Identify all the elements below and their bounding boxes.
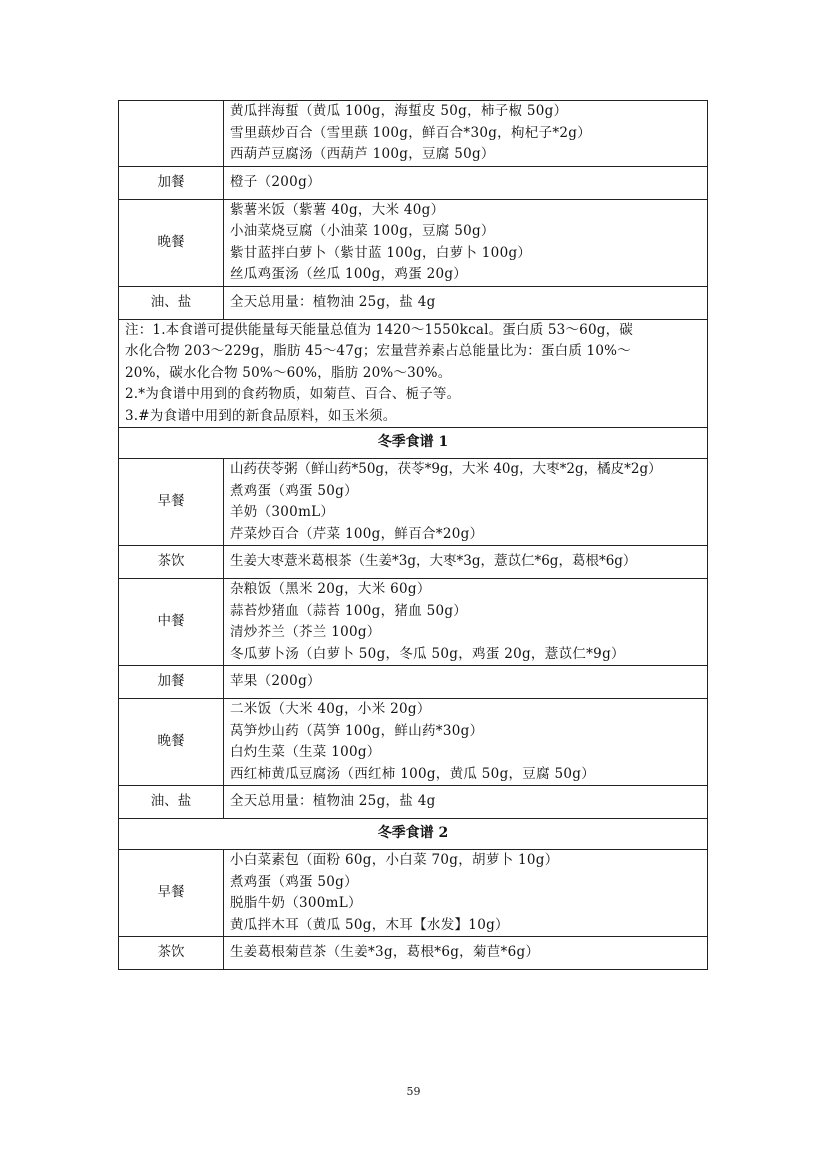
table-row [119, 786, 708, 819]
meal-items [224, 699, 708, 786]
food-item: 西红柿黄瓜豆腐汤（西红柿 100g，黄瓜 50g，豆腐 50g） [230, 765, 596, 782]
food-item: 白灼生菜（生菜 100g） [230, 744, 381, 760]
section-title: 冬季食谱 1 [119, 428, 708, 459]
meal-items [224, 101, 708, 167]
food-item: 冬瓜萝卜汤（白萝卜 50g，冬瓜 50g，鸡蛋 20g，薏苡仁*9g） [230, 645, 625, 662]
meal-label: 加餐 [119, 166, 224, 199]
food-item: 二米饭（大米 40g，小米 20g） [230, 701, 431, 717]
meal-items [224, 786, 708, 819]
food-item: 山药茯苓粥（鲜山药*50g，茯苓*9g，大米 40g，大枣*2g，橘皮*2g） [230, 461, 662, 477]
table-row [119, 579, 708, 666]
table-row [119, 699, 708, 786]
table-row [119, 101, 708, 167]
meal-label: 油、盐 [119, 286, 224, 319]
meal-label: 茶饮 [119, 937, 224, 970]
food-item: 苹果（200g） [230, 673, 321, 690]
menu-table [118, 100, 708, 970]
meal-label: 茶饮 [119, 546, 224, 579]
meal-label: 早餐 [119, 850, 224, 937]
table-row [119, 428, 708, 459]
meal-items [224, 286, 708, 319]
food-item: 芹菜炒百合（芹菜 100g，鲜百合*20g） [230, 525, 484, 542]
meal-label: 早餐 [119, 459, 224, 546]
meal-label: 油、盐 [119, 786, 224, 819]
food-item: 全天总用量：植物油 25g，盐 4g [230, 293, 436, 310]
food-item: 蒜苔炒猪血（蒜苔 100g，猪血 50g） [230, 602, 468, 619]
note-line: 水化合物 203～229g，脂肪 45～47g；宏量营养素占总能量比为：蛋白质 10%～ [125, 343, 631, 359]
page-number: 59 [406, 1085, 421, 1098]
table-row [119, 286, 708, 319]
food-item: 紫薯米饭（紫薯 40g，大米 40g） [230, 201, 445, 218]
meal-items [224, 459, 708, 546]
table-row [119, 199, 708, 286]
food-item: 雪里蕻炒百合（雪里蕻 100g，鲜百合*30g，枸杞子*2g） [230, 124, 592, 141]
note-line: 3.#为食谱中用到的新食品原料，如玉米须。 [125, 407, 397, 424]
meal-items [224, 937, 708, 970]
table-row [119, 459, 708, 546]
table-row [119, 819, 708, 850]
meal-label [119, 101, 224, 167]
food-item: 脱脂牛奶（300mL） [230, 895, 362, 911]
food-item: 莴笋炒山药（莴笋 100g，鲜山药*30g） [230, 722, 484, 739]
table-row [119, 319, 708, 428]
table-row [119, 850, 708, 937]
food-item: 小白菜素包（面粉 60g，小白菜 70g，胡萝卜 10g） [230, 852, 559, 868]
food-item: 清炒芥兰（芥兰 100g） [230, 624, 381, 640]
meal-items [224, 199, 708, 286]
meal-items [224, 166, 708, 199]
food-item: 丝瓜鸡蛋汤（丝瓜 100g，鸡蛋 20g） [230, 266, 468, 282]
food-item: 小油菜烧豆腐（小油菜 100g，豆腐 50g） [230, 223, 495, 239]
food-item: 橙子（200g） [230, 173, 321, 190]
food-item: 西葫芦豆腐汤（西葫芦 100g，豆腐 50g） [230, 146, 495, 162]
food-item: 杂粮饭（黑米 20g，大米 60g） [230, 581, 431, 597]
table-row [119, 937, 708, 970]
food-item: 煮鸡蛋（鸡蛋 50g） [230, 873, 358, 890]
food-item: 生姜葛根菊苣茶（生姜*3g，葛根*6g，菊苣*6g） [230, 944, 540, 961]
meal-items [224, 546, 708, 579]
food-item: 紫甘蓝拌白萝卜（紫甘蓝 100g，白萝卜 100g） [230, 244, 532, 261]
table-row [119, 546, 708, 579]
note-line: 注：1.本食谱可提供能量每天能量总值为 1420～1550kcal。蛋白质 53～60g，碳 [125, 321, 633, 338]
meal-label: 晚餐 [119, 199, 224, 286]
section-title: 冬季食谱 2 [119, 819, 708, 850]
note-line: 20%，碳水化合物 50%～60%，脂肪 20%～30%。 [125, 364, 452, 381]
table-row [119, 666, 708, 699]
meal-items [224, 579, 708, 666]
meal-label: 中餐 [119, 579, 224, 666]
meal-items [224, 850, 708, 937]
food-item: 生姜大枣薏米葛根茶（生姜*3g，大枣*3g，薏苡仁*6g，葛根*6g） [230, 553, 637, 570]
food-item: 黄瓜拌木耳（黄瓜 50g，木耳【水发】10g） [230, 916, 509, 933]
food-item: 煮鸡蛋（鸡蛋 50g） [230, 482, 358, 499]
note-line: 2.*为食谱中用到的食药物质，如菊苣、百合、栀子等。 [125, 386, 461, 402]
food-item: 羊奶（300mL） [230, 504, 335, 520]
table-row [119, 166, 708, 199]
meal-label: 晚餐 [119, 699, 224, 786]
meal-label: 加餐 [119, 666, 224, 699]
food-item: 全天总用量：植物油 25g，盐 4g [230, 793, 436, 810]
menu-note [119, 319, 708, 428]
meal-items [224, 666, 708, 699]
food-item: 黄瓜拌海蜇（黄瓜 100g，海蜇皮 50g，柿子椒 50g） [230, 103, 568, 119]
